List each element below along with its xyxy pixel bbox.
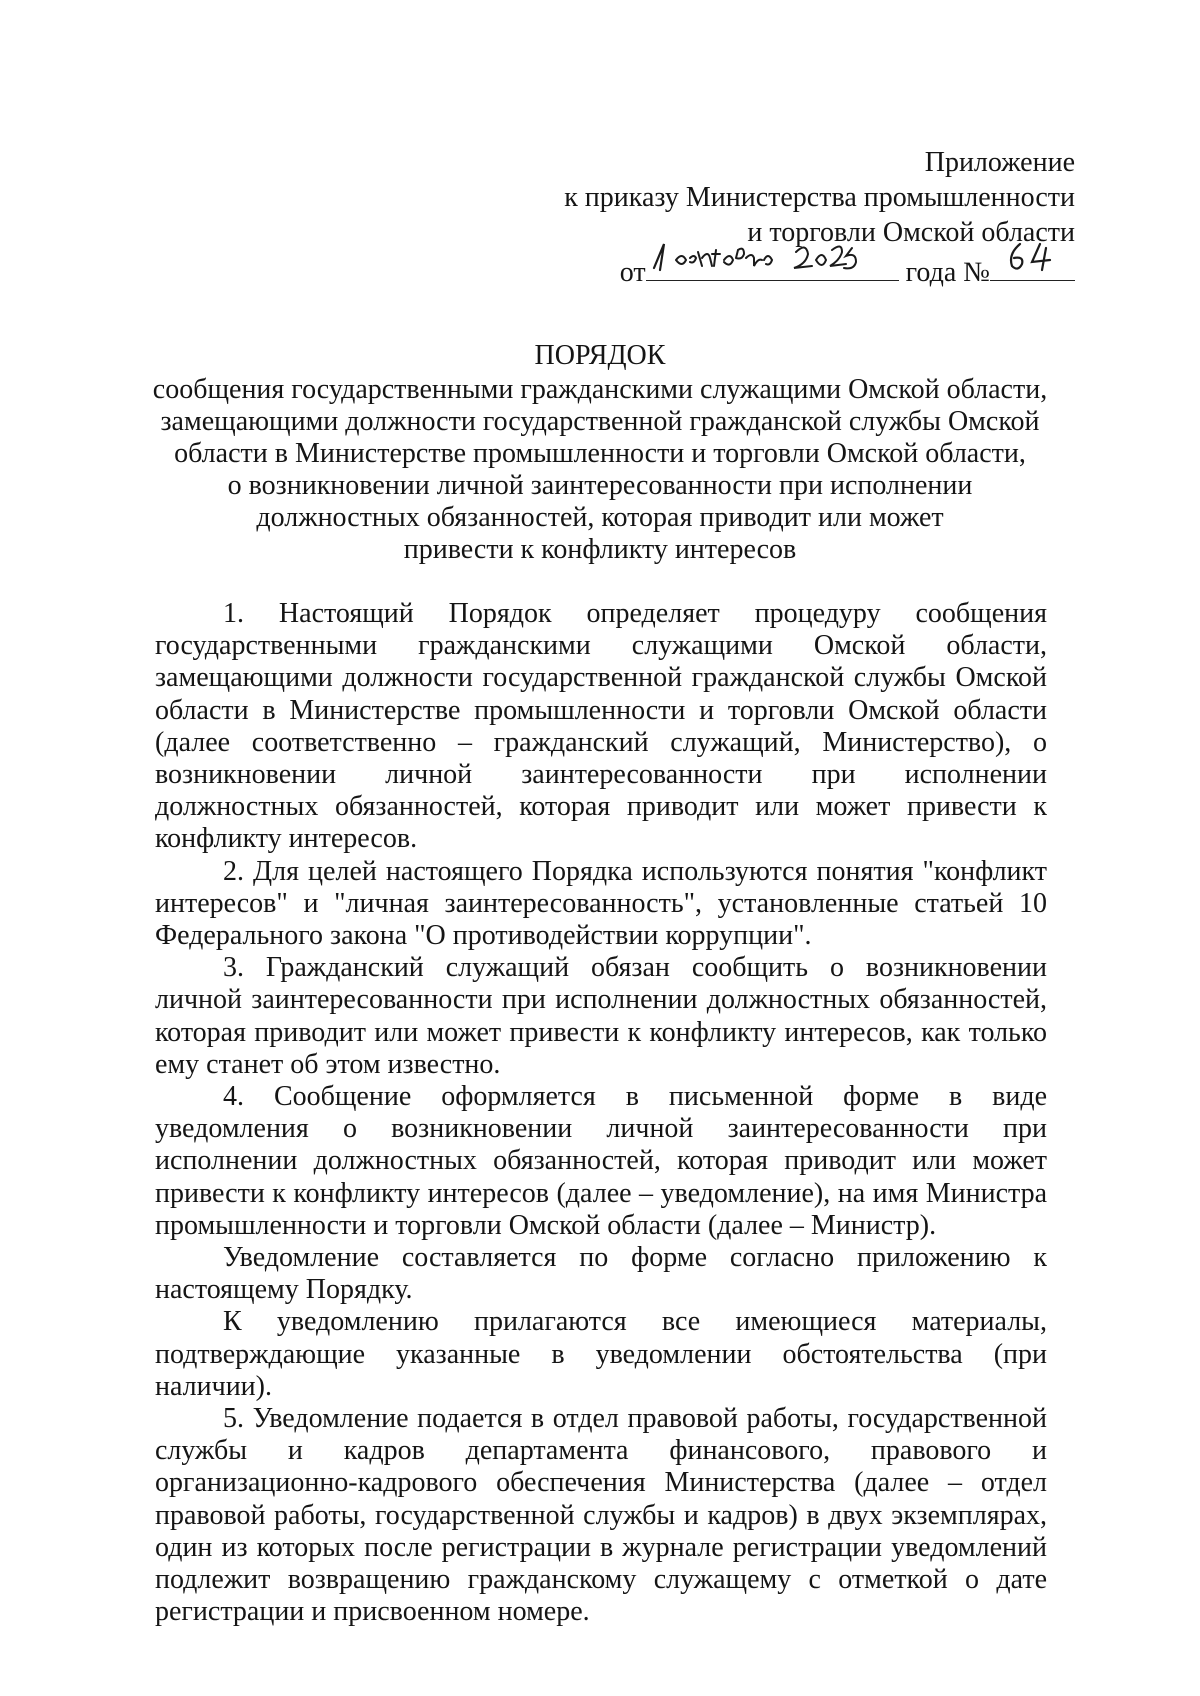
paragraph-4: 4. Сообщение оформляется в письменной форме в виде уведомления о возникновении личной заинтересованности при исполнении должностных обязанностей, которая приводит или может привести к конфликту интересов (далее – уведомление), на имя Министра промышленности и торговли Омской области (далее – Министр).	[155, 1081, 1047, 1241]
appendix-order-line: к приказу Министерства промышленности	[564, 182, 1075, 213]
appendix-label: Приложение	[924, 147, 1075, 178]
handwritten-date	[646, 250, 899, 281]
title-subtitle-line: привести к конфликту интересов	[403, 534, 797, 565]
appendix-ministry-line: и торговли Омской области	[747, 217, 1075, 248]
appendix-header	[564, 145, 1075, 290]
paragraph-4-attachments: К уведомлению прилагаются все имеющиеся материалы, подтверждающие указанные в уведомлении обстоятельства (при наличии).	[155, 1306, 1047, 1402]
title-subtitle-line: сообщения государственными гражданскими служащими Омской области,	[152, 374, 1048, 405]
title-subtitle-line: должностных обязанностей, которая приводит или может	[256, 502, 944, 533]
handwritten-date-signature	[646, 236, 899, 276]
paragraph-4-form-note: Уведомление составляется по форме согласно приложению к настоящему Порядку.	[155, 1242, 1047, 1306]
handwritten-number	[990, 250, 1075, 281]
document-title	[150, 340, 1050, 566]
paragraph-5: 5. Уведомление подается в отдел правовой работы, государственной службы и кадров департамента финансового, правового и организационно-кадрового обеспечения Министерства (далее – отдел правовой работы, государственной службы и кадров) в двух экземплярах, один из которых после регистрации в журнале регистрации уведомлений подлежит возвращению гражданскому служащему с отметкой о дате регистрации и присвоенном номере.	[155, 1403, 1047, 1628]
paragraph-3: 3. Гражданский служащий обязан сообщить о возникновении личной заинтересованности при исполнении должностных обязанностей, которая приводит или может привести к конфликту интересов, как только ему станет об этом известно.	[155, 952, 1047, 1080]
year-number-label: года №	[905, 257, 990, 288]
title-subtitle-line: области в Министерстве промышленности и торговли Омской области,	[174, 438, 1026, 469]
paragraph-2: 2. Для целей настоящего Порядка используются понятия "конфликт интересов" и "личная заинтересованность", установленные статьей 10 Федерального закона "О противодействии коррупции".	[155, 855, 1047, 952]
date-prefix: от	[619, 257, 646, 288]
paragraph-1: 1. Настоящий Порядок определяет процедуру сообщения государственными гражданскими служащими Омской области, замещающими должности государственной гражданской службы Омской области в Министерстве промышленности и торговли Омской области (далее соответственно – гражданский служащий, Министерство), о возникновении личной заинтересованности при исполнении должностных обязанностей, которая приводит или может привести к конфликту интересов.	[155, 598, 1047, 855]
title-subtitle-line: о возникновении личной заинтересованности при исполнении	[227, 470, 973, 501]
title-heading: ПОРЯДОК	[534, 340, 666, 371]
title-subtitle-line: замещающими должности государственной гражданской службы Омской	[160, 406, 1040, 437]
document-body	[155, 598, 1047, 1629]
order-date-line	[564, 250, 1075, 290]
handwritten-number-signature	[990, 236, 1075, 276]
